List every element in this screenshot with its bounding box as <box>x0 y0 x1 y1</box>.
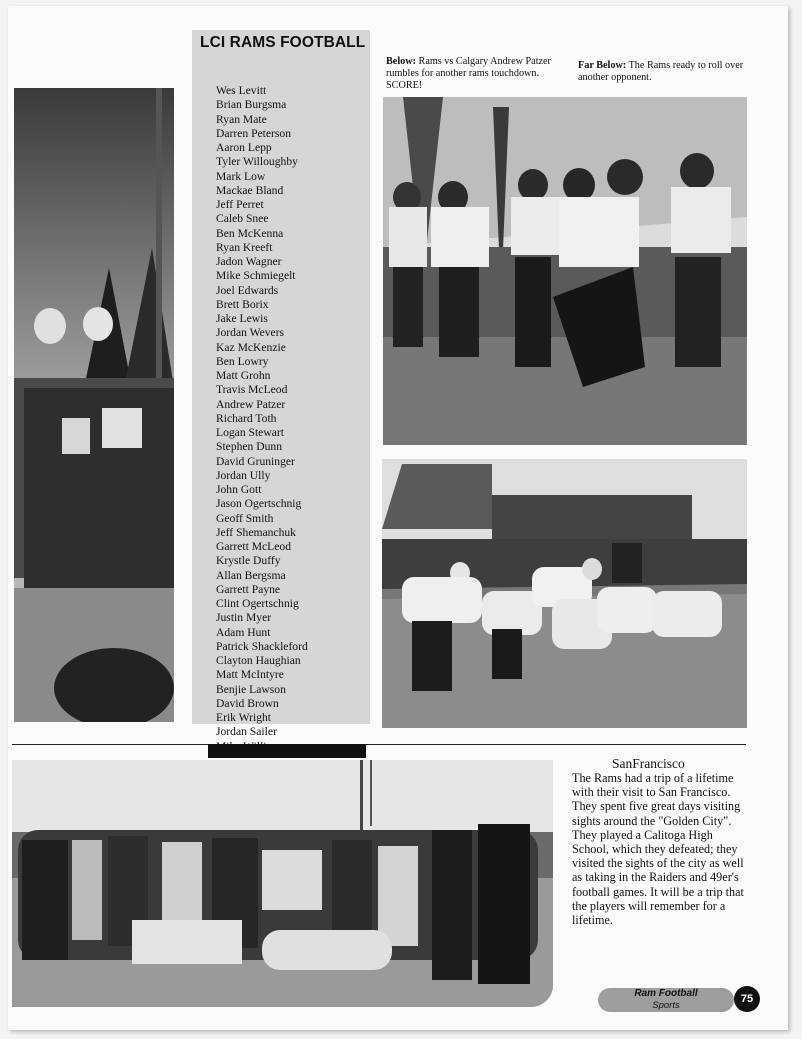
caption-below-label: Below: <box>386 56 416 67</box>
roster-name: Darren Peterson <box>216 126 292 140</box>
roster-name: Kaz McKenzie <box>216 340 286 354</box>
section-divider <box>12 744 746 745</box>
photo-game-action <box>383 97 747 445</box>
roster-name: Mark Low <box>216 169 266 183</box>
roster-name: Allan Bergsma <box>216 568 286 582</box>
roster-name: Jordan Sailer <box>216 725 277 739</box>
roster-list <box>192 84 370 754</box>
roster-name: Geoff Smith <box>216 511 274 525</box>
roster-name: Ryan Kreeft <box>216 240 273 254</box>
photo-line-of-scrimmage <box>382 459 747 728</box>
roster-name: Adam Hunt <box>216 625 271 639</box>
roster-name: Jadon Wagner <box>216 255 282 268</box>
roster-name: Krystle Duffy <box>216 554 281 568</box>
caption-below-text: Rams vs Calgary Andrew Patzer rumbles for another rams touchdown. SCORE! <box>386 56 551 91</box>
roster-name: Jason Ogertschnig <box>216 497 302 511</box>
story-title: SanFrancisco <box>612 756 685 771</box>
roster-name: Jordan Ully <box>216 468 271 482</box>
roster-name: Stephen Dunn <box>216 440 283 454</box>
roster-name: Caleb Snee <box>216 212 269 226</box>
page-number: 75 <box>734 986 760 1012</box>
roster-name: Tyler Willoughby <box>216 155 298 169</box>
roster-name: Jeff Shemanchuk <box>216 525 296 539</box>
roster-name: Joel Edwards <box>216 283 279 297</box>
roster-name: Clayton Haughian <box>216 654 301 667</box>
roster-name: Justin Myer <box>216 611 272 625</box>
roster-name: Andrew Patzer <box>216 397 286 411</box>
roster-name: David Gruninger <box>216 454 295 468</box>
roster-name: Ben McKenna <box>216 226 284 240</box>
roster-title: LCI RAMS FOOTBALL <box>200 34 366 51</box>
roster-name: Matt McIntyre <box>216 668 284 682</box>
roster-name: Jeff Perret <box>216 198 264 211</box>
roster-name: Ben Lowry <box>216 354 269 368</box>
roster-name: Garrett Payne <box>216 582 281 596</box>
folio-section: Sports <box>652 1000 680 1011</box>
caption-below <box>386 56 562 92</box>
roster-name: Matt Grohn <box>216 369 271 382</box>
roster-name: Wes Levitt <box>216 84 267 97</box>
roster-name: Jordan Wevers <box>216 326 285 340</box>
roster-name: Travis McLeod <box>216 383 288 397</box>
photo-players-celebrating <box>14 88 174 722</box>
caption-far-below-text: The Rams ready to roll over another opponent. <box>578 60 744 83</box>
caption-far-below <box>578 60 748 84</box>
roster-name: Benjie Lawson <box>216 682 286 696</box>
roster-name: John Gott <box>216 483 262 496</box>
roster-name: Jake Lewis <box>216 312 268 325</box>
caption-far-below-label: Far Below: <box>578 60 627 71</box>
roster-name: Mackae Bland <box>216 183 284 197</box>
roster-name: Brett Borix <box>216 297 269 311</box>
story-body: The Rams had a trip of a lifetime with their visit to San Francisco. They spent five great days visiting sights around the "Golden City". They played a Calitoga High School, which they defeated; they visited the sights of the city as well as taking in the Raiders and 49er's football games. It will be a trip that the players will remember for a lifetime. <box>572 771 744 928</box>
roster-name: Brian Burgsma <box>216 98 287 112</box>
roster-name: Clint Ogertschnig <box>216 597 299 610</box>
roster-name: Mike Schmiegelt <box>216 269 296 283</box>
divider-tab <box>208 744 366 758</box>
roster-name: Garrett McLeod <box>216 540 292 553</box>
roster-name: Erik Wright <box>216 711 272 724</box>
folio-title: Ram Football <box>634 988 698 999</box>
roster-panel <box>192 30 370 739</box>
roster-name: Logan Stewart <box>216 426 284 439</box>
roster-name: Patrick Shackleford <box>216 639 308 653</box>
roster-name: Aaron Lepp <box>216 141 272 154</box>
roster-name: David Brown <box>216 696 279 710</box>
photo-team-group <box>12 760 553 1007</box>
roster-name: Richard Toth <box>216 411 277 425</box>
roster-name: Ryan Mate <box>216 112 267 126</box>
